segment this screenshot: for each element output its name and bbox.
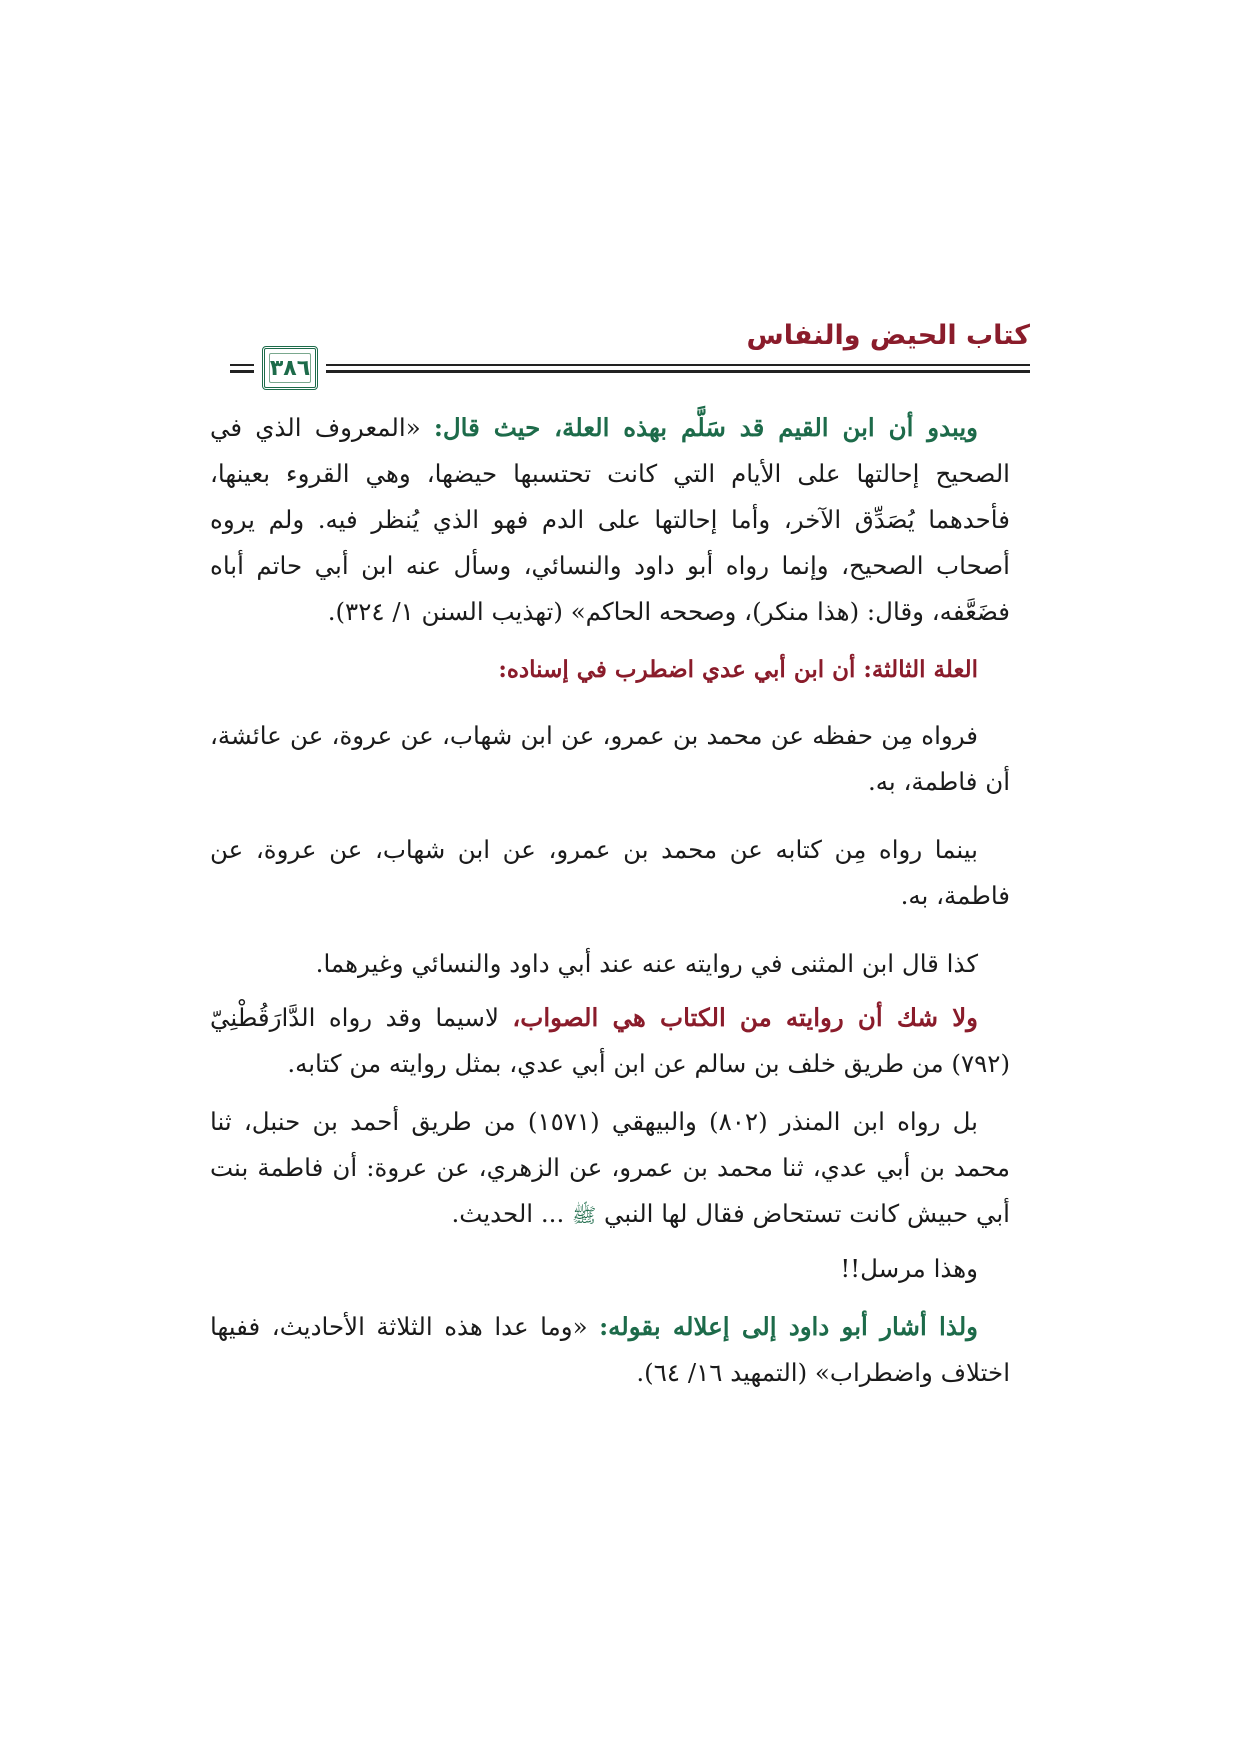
paragraph-abu-dawud — [210, 1304, 1010, 1396]
paragraph-lead: ولا شك أن روايته من الكتاب هي الصواب، — [512, 1003, 978, 1032]
page-number: ٣٨٦ — [269, 355, 311, 381]
paragraph-ibn-almundhir — [210, 1099, 1010, 1238]
page-body — [210, 405, 1010, 1408]
paragraph-ibn-almuthanna: كذا قال ابن المثنى في روايته عنه عند أبي داود والنسائي وغيرهما. — [315, 949, 978, 978]
book-title: كتاب الحيض والنفاس — [746, 320, 1030, 351]
paragraph-ibn-alqayyim — [210, 405, 1010, 635]
paragraph-text: بل رواه ابن المنذر (٨٠٢) والبيهقي (١٥٧١) من طريق أحمد بن حنبل، ثنا محمد بن أبي عدي، ثنا محمد بن عمرو، عن الزهري، عن عروة: أن فاطمة بنت أبي حبيش كانت تستحاض فقال لها النبي — [210, 1107, 1010, 1228]
paragraph-correct-narration — [210, 995, 1010, 1087]
header-rule — [230, 364, 254, 366]
paragraph-lead: ويبدو أن ابن القيم قد سَلَّم بهذه العلة، حيث قال: — [433, 413, 979, 442]
page-number-frame — [262, 346, 318, 390]
paragraph-mursal: وهذا مرسل!! — [840, 1254, 978, 1283]
paragraph-from-memory: فرواه مِن حفظه عن محمد بن عمرو، عن ابن شهاب، عن عروة، عن عائشة، أن فاطمة، به. — [210, 721, 1010, 796]
paragraph-text: لاسيما وقد رواه الدَّارَقُطْنِيّ (٧٩٢) من طريق خلف بن سالم عن ابن أبي عدي، بمثل روايته من كتابه. — [210, 1003, 1010, 1078]
paragraph-text: ... الحديث. — [451, 1199, 573, 1228]
salawat-glyph: ﷺ — [572, 1203, 597, 1227]
paragraph-text: «وما عدا هذه الثلاثة الأحاديث، ففيها اختلاف واضطراب» (التمهيد ١٦/ ٦٤). — [210, 1312, 1010, 1387]
paragraph-text: «المعروف الذي في الصحيح إحالتها على الأيام التي كانت تحتسبها حيضها، وهي القروء بعينها، فأحدهما يُصَدِّق الآخر، وأما إحالتها على الدم فهو الذي يُنظر فيه. ولم يروه أصحاب الصحيح، وإنما رواه أبو داود والنسائي، وسأل عنه ابن أبي حاتم أباه فضَعَّفه، وقال: (هذا منكر)، وصححه الحاكم» (تهذيب السنن ١/ ٣٢٤). — [210, 413, 1010, 626]
page-header — [230, 312, 1030, 392]
paragraph-lead: ولذا أشار أبو داود إلى إعلاله بقوله: — [599, 1312, 978, 1341]
section-heading: العلة الثالثة: أن ابن أبي عدي اضطرب في إسناده: — [498, 656, 978, 683]
header-rule — [326, 364, 1030, 366]
header-rule — [326, 370, 1030, 373]
paragraph-from-book: بينما رواه مِن كتابه عن محمد بن عمرو، عن ابن شهاب، عن عروة، عن فاطمة، به. — [210, 835, 1010, 910]
header-rule — [230, 370, 254, 373]
